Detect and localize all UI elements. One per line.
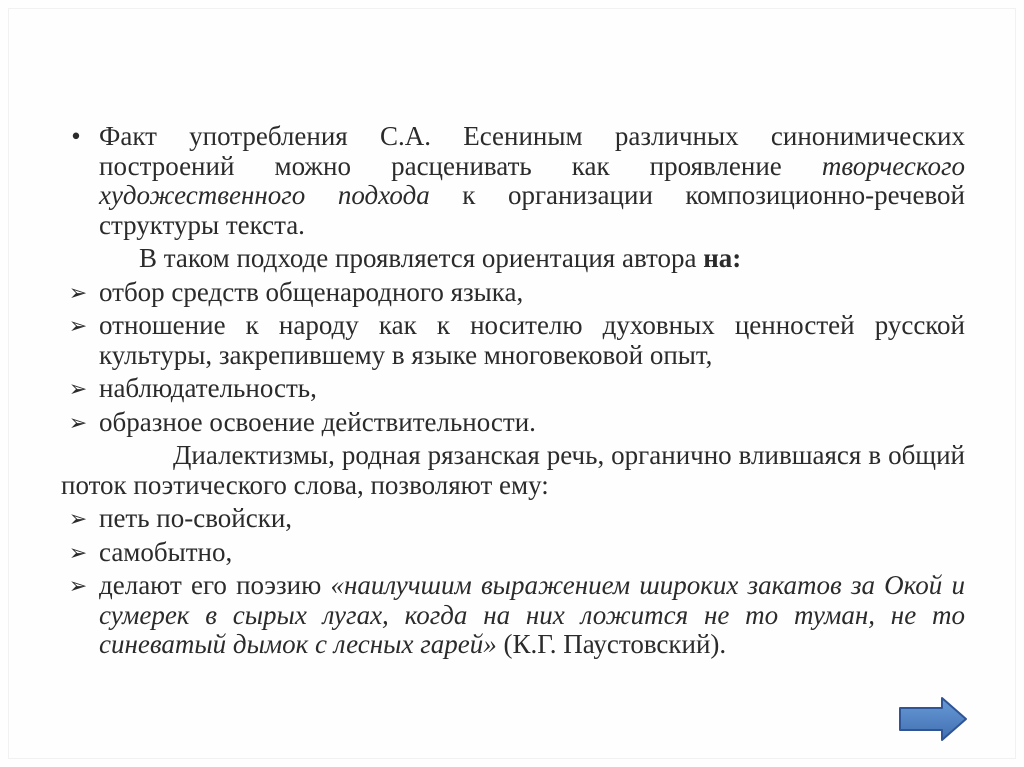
right-arrow-icon — [898, 696, 968, 742]
list-item: ➢ отношение к народу как к носителю духовных ценностей русской культуры, закрепившему в языке многовековой опыт, — [61, 311, 965, 370]
arrow-bullet-icon: ➢ — [68, 540, 88, 566]
list-item: ➢ наблюдательность, — [61, 374, 965, 404]
paustovsky-quote: «наилучшим выражением широких закатов за Окой и сумерек в сырых лугах, когда на них ложится не то туман, не то синеватый дымок с лесных гарей» — [99, 570, 965, 659]
arrow-bullet-icon: ➢ — [68, 377, 88, 402]
list-item: ➢ петь по-свойски, — [61, 504, 965, 534]
arrow-bullet-icon: ➢ — [68, 410, 88, 436]
paragraph-dialectisms: Диалектизмы, родная рязанская речь, органично влившаяся в общий поток поэтического слова, позволяют ему: — [61, 440, 965, 500]
arrow-bullet-icon: ➢ — [68, 574, 88, 599]
arrow-bullet-icon: ➢ — [68, 314, 88, 339]
bullet-dot: • — [71, 121, 81, 151]
bullet-item — [61, 122, 965, 240]
bold-word: на: — [703, 243, 742, 273]
arrow-bullet-icon: ➢ — [68, 507, 88, 532]
list-item: ➢ отбор средств общенародного языка, — [61, 278, 965, 308]
list-item — [61, 571, 965, 660]
arrow-bullet-icon: ➢ — [68, 280, 88, 306]
bullet-text: Факт употребления С.А. Есениным различных синонимических построений можно расценивать как проявление творческого художественного подхода к организации композиционно-речевой структуры текста. — [99, 121, 965, 240]
paragraph-orientation: В таком подходе проявляется ориентация автора на: — [139, 243, 742, 273]
list-item: ➢ самобытно, — [61, 538, 965, 568]
quote-item-text: делают его поэзию «наилучшим выражением широких закатов за Окой и сумерек в сырых лугах, когда на них ложится не то туман, не то синеватый дымок с лесных гарей» (К.Г. Паустовский). — [99, 570, 965, 659]
slide-content — [61, 122, 965, 664]
next-slide-button[interactable] — [898, 696, 968, 742]
italic-phrase: творческого художественного подхода — [99, 150, 965, 210]
list-item: ➢ образное освоение действительности. — [61, 408, 965, 438]
